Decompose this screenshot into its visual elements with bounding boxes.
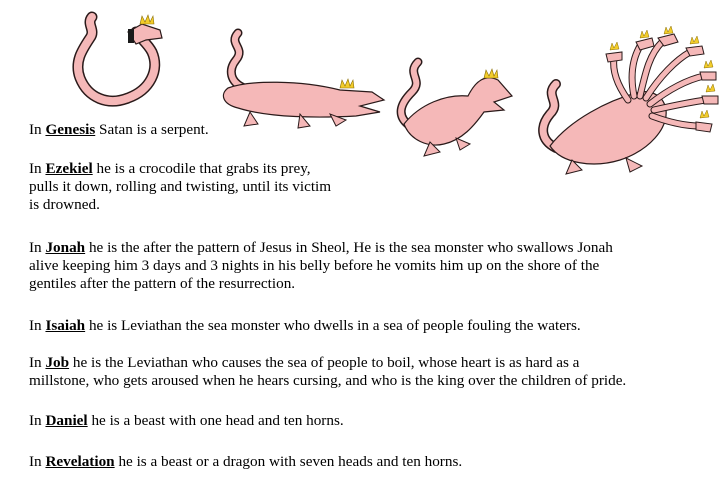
paragraph-prefix: In [29,354,46,371]
book-link-jonah: Jonah [45,239,86,256]
paragraph-line: is drowned. [29,196,100,213]
book-link-isaiah: Isaiah [45,317,86,334]
paragraph-prefix: In [29,239,46,256]
paragraph-prefix: In [29,412,46,429]
paragraph-genesis [29,121,209,139]
book-link-genesis: Genesis [45,121,96,138]
paragraph-line: he is the Leviathan who causes the sea of people to boil, whose heart is as hard as a [72,354,580,371]
paragraph-prefix: In [29,160,46,177]
paragraph-prefix: In [29,121,46,138]
book-link-daniel: Daniel [45,412,88,429]
book-link-revelation: Revelation [45,453,115,470]
paragraph-job [29,354,626,390]
paragraph-jonah [29,239,613,293]
paragraph-line: millstone, who gets aroused when he hears cursing, and who is the king over the children of pride. [29,372,627,389]
paragraph-ezekiel [29,160,331,214]
book-link-job: Job [45,354,70,371]
paragraph-revelation [29,453,462,471]
paragraph-line: he is a beast with one head and ten horns. [91,412,344,429]
crocodile-illustration [223,33,384,128]
book-link-ezekiel: Ezekiel [45,160,93,177]
paragraph-prefix: In [29,453,46,470]
paragraph-line: he is a crocodile that grabs its prey, [96,160,311,177]
paragraph-line: gentiles after the pattern of the resurrection. [29,275,296,292]
paragraph-line: pulls it down, rolling and twisting, until its victim [29,178,332,195]
paragraph-line: he is a beast or a dragon with seven heads and ten horns. [118,453,463,470]
paragraph-line: Satan is a serpent. [99,121,209,138]
paragraph-line: alive keeping him 3 days and 3 nights in his belly before he vomits him up on the shore of the [29,257,600,274]
paragraph-daniel [29,412,344,430]
sea-monster-illustration [401,62,512,156]
paragraph-isaiah [29,317,581,335]
serpent-illustration [78,15,162,101]
paragraph-line: he is the after the pattern of Jesus in Sheol, He is the sea monster who swallows Jonah [88,239,613,256]
paragraph-prefix: In [29,317,46,334]
seven-headed-dragon-illustration [543,26,718,174]
paragraph-line: he is Leviathan the sea monster who dwells in a sea of people fouling the waters. [88,317,581,334]
